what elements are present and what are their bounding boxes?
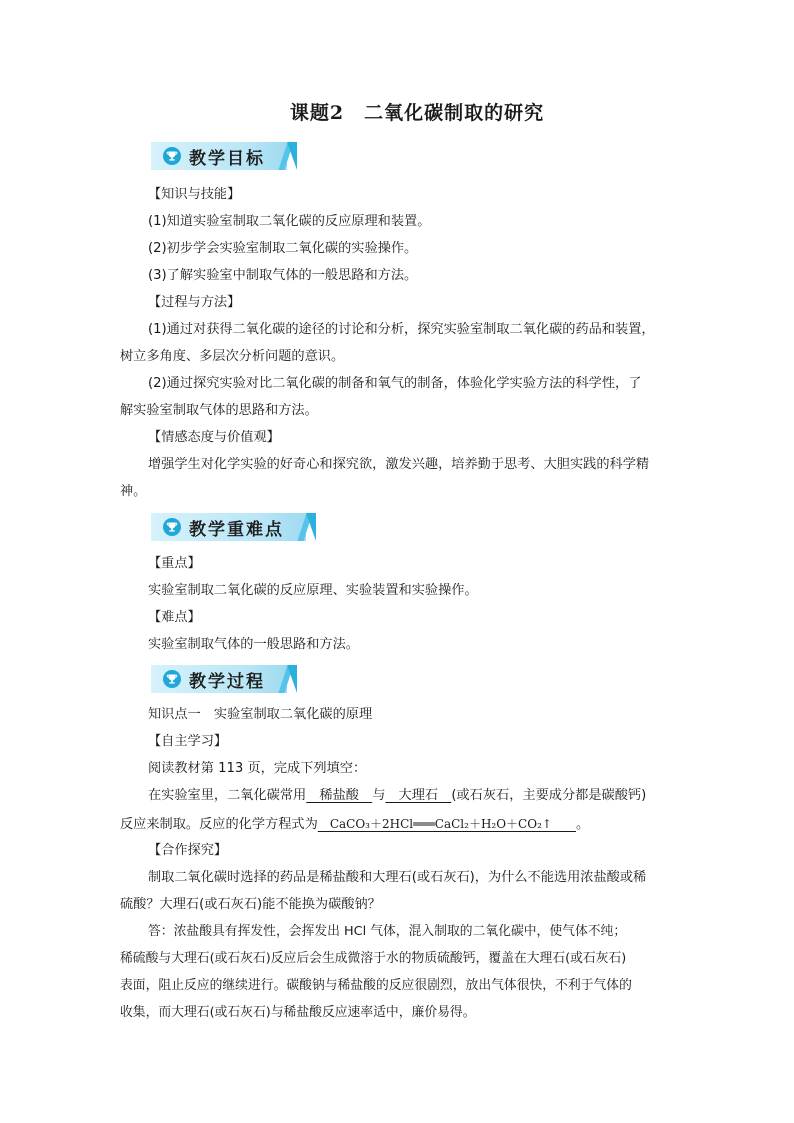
answer-line-1: 答：浓盐酸具有挥发性，会挥发出 HCl 气体，混入制取的二氧化碳中，使气体不纯； — [148, 924, 627, 939]
question-a: 制取二氧化碳时选择的药品是稀盐酸和大理石(或石灰石)，为什么不能选用浓盐酸或稀 — [148, 870, 647, 885]
heading-difficulty: 【难点】 — [148, 610, 201, 625]
heading-knowledge: 【知识与技能】 — [148, 187, 241, 202]
answer-line-4: 收集，而大理石(或石灰石)与稀盐酸反应速率适中，廉价易得。 — [120, 1005, 476, 1020]
heading-cooperative-inquiry: 【合作探究】 — [148, 843, 228, 858]
fill-text: (或石灰石，主要成分都是碳酸钙) — [451, 788, 647, 803]
trophy-icon — [163, 518, 181, 536]
knowledge-point-1: 知识点一 实验室制取二氧化碳的原理 — [148, 707, 373, 722]
goal-knowledge-1: (1)知道实验室制取二氧化碳的反应原理和装置。 — [148, 214, 431, 229]
goal-attitude-a: 增强学生对化学实验的好奇心和探究欲，激发兴趣，培养勤于思考、大胆实践的科学精 — [148, 457, 650, 472]
answer-line-3: 表面，阻止反应的继续进行。碳酸钠与稀盐酸的反应很剧烈，放出气体很快，不利于气体的 — [120, 978, 632, 993]
fill-text: 。 — [575, 817, 590, 832]
read-instruction: 阅读教材第 113 页，完成下列填空： — [148, 761, 367, 776]
difficulty-text: 实验室制取气体的一般思路和方法。 — [148, 637, 359, 652]
section-banner-key-points — [151, 513, 306, 541]
fill-text: 与 — [372, 788, 386, 803]
section-title-process: 教学过程 — [189, 671, 265, 692]
heading-process-method: 【过程与方法】 — [148, 295, 241, 310]
heading-attitude: 【情感态度与价值观】 — [148, 430, 280, 445]
heading-self-study: 【自主学习】 — [148, 734, 228, 749]
focus-text: 实验室制取二氧化碳的反应原理、实验装置和实验操作。 — [148, 583, 478, 598]
goal-knowledge-3: (3)了解实验室中制取气体的一般思路和方法。 — [148, 268, 418, 283]
goal-process-1a: (1)通过对获得二氧化碳的途径的讨论和分析，探究实验室制取二氧化碳的药品和装置， — [148, 322, 655, 337]
fill-text: 在实验室里，二氧化碳常用 — [148, 788, 307, 803]
heading-focus: 【重点】 — [148, 556, 201, 571]
section-title-key-points: 教学重难点 — [189, 519, 284, 540]
fill-line-2 — [120, 815, 589, 834]
section-title-goals: 教学目标 — [189, 148, 265, 169]
goal-attitude-b: 神。 — [120, 484, 147, 499]
page-title: 课题2 二氧化碳制取的研究 — [289, 102, 545, 124]
goal-process-2a: (2)通过探究实验对比二氧化碳的制备和氧气的制备，体验化学实验方法的科学性，了 — [148, 376, 642, 391]
fill-blank-acid: 稀盐酸 — [306, 788, 373, 803]
section-banner-goals — [151, 142, 287, 170]
trophy-icon — [163, 670, 181, 688]
section-banner-process — [151, 665, 287, 693]
fill-line-1 — [148, 787, 646, 805]
answer-line-2: 稀硫酸与大理石(或石灰石)反应后会生成微溶于水的物质硫酸钙，覆盖在大理石(或石灰石) — [120, 951, 627, 966]
goal-process-1b: 树立多角度、多层次分析问题的意识。 — [120, 349, 345, 364]
fill-blank-marble: 大理石 — [385, 788, 452, 803]
trophy-icon — [163, 147, 181, 165]
goal-process-2b: 解实验室制取气体的思路和方法。 — [120, 403, 318, 418]
question-b: 硫酸？大理石(或石灰石)能不能换为碳酸钠？ — [120, 897, 381, 912]
fill-text: 反应来制取。反应的化学方程式为 — [120, 817, 318, 832]
fill-blank-equation: CaCO₃＋2HCl═══CaCl₂＋H₂O＋CO₂↑ — [317, 817, 576, 831]
goal-knowledge-2: (2)初步学会实验室制取二氧化碳的实验操作。 — [148, 241, 418, 256]
